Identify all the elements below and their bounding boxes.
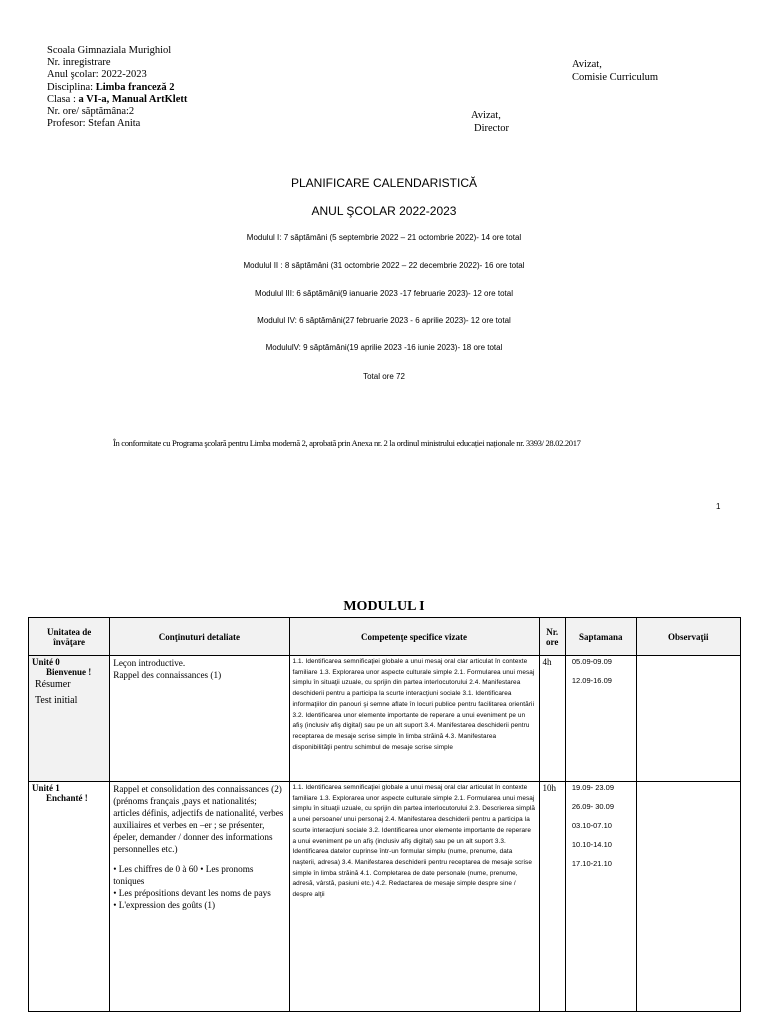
module-5-summary: ModululV: 9 săptămâni(19 aprilie 2023 -16 iunie 2023)- 18 ore total (265, 343, 503, 352)
school-year: Anul şcolar: 2022-2023 (47, 69, 147, 81)
content-cell: Leçon introductive. Rappel des connaissances (1) (110, 656, 289, 782)
week-range: 10.10-14.10 (571, 840, 612, 849)
unit-title: Unité 1 (32, 783, 60, 793)
module-1-summary: Modulul I: 7 săptămâni (5 septembrie 2022 – 21 octombrie 2022)- 14 ore total (246, 233, 522, 242)
hours-cell: 10h (539, 782, 565, 1012)
header-hours: Nr. ore (539, 618, 565, 656)
table-row (29, 656, 741, 782)
week-range: 17.10-21.10 (571, 859, 612, 868)
teacher: Profesor: Stefan Anita (47, 118, 141, 130)
approval-director: Avizat, Director (471, 110, 509, 134)
weeks-cell (565, 656, 636, 782)
weekly-hours: Nr. ore/ săptămâna:2 (47, 106, 135, 118)
unit-extra: Résumer (35, 679, 71, 690)
class: Clasa : a VI-a, Manual ArtKlett (47, 93, 188, 105)
table-row (29, 782, 741, 1012)
observations-cell (636, 656, 740, 782)
unit-extra: Test initial (35, 695, 78, 706)
unit-subtitle: Bienvenue ! (46, 667, 92, 677)
week-range: 26.09- 30.09 (571, 802, 614, 811)
module-2-summary: Modulul II : 8 săptămâni (31 octombrie 2022 – 22 decembrie 2022)- 16 ore total (243, 261, 525, 270)
header-unit: Unitatea de învăţare (29, 618, 110, 656)
discipline: Disciplina: Limba franceză 2 (47, 81, 175, 93)
school-name: Scoala Gimnaziala Murighiol (47, 45, 172, 56)
header-content: Conţinuturi detaliate (110, 618, 289, 656)
approval-curriculum: Avizat, Comisie Curriculum (572, 59, 659, 83)
content-cell: Rappel et consolidation des connaissances (2) (prénoms français ,pays et nationalités; articles définis, adjectifs de nationalité, verbes auxiliaires et verbes en –er ; se présenter, épeler, demander / donner des informations personnelles etc.) • Les chiffres de 0 à 60 • Les pronoms toniques • Les prépositions devant les noms de pays • L'expression des goûts (1) (110, 782, 289, 1012)
unit-cell (29, 656, 110, 782)
competences-cell: 1.1. Identificarea semnificaţiei globale a unui mesaj oral clar articulat în contexte familiare 1.3. Explorarea unor aspecte culturale simple 2.1. Formularea unui mesaj simplu în situaţii uzuale, cu sprijin din partea interlocutorului 2.4. Manifestarea deschiderii pentru a participa la scurte interacţiuni sociale 3.1. Identificarea informaţiilor din panouri şi semne aflate în locuri publice pentru facilitarea orientării 3.2. Identificarea unor elemente importante de reperare a unui eveniment pe un afiş (inclusiv afiş digital) sau pe un alt suport 3.4. Manifestarea deschiderii pentru receptarea de mesaje scrise simple în limba străină 4.3. Manifestarea disponibilităţii pentru schimbul de mesaje scrise simple (289, 656, 539, 782)
registration-number: Nr. inregistrare (47, 57, 111, 69)
module-3-summary: Modulul III: 6 săptămâni(9 ianuarie 2023 -17 februarie 2023)- 12 ore total (255, 289, 513, 298)
competences-cell: 1.1. Identificarea semnificaţiei globale a unui mesaj oral clar articulat în contexte familiare 1.3. Explorarea unor aspecte culturale simple 2.1. Formularea unui mesaj simplu în situaţii uzuale, cu sprijin din partea interlocutorului 2.3. Descrierea simplă a unei persoane/ unui personaj 2.4. Manifestarea deschiderii pentru a participa la scurte interacţiuni sociale 3.2. Identificarea unor elemente importante de reperare a unui eveniment pe un afiş (inclusiv afiş digital) sau pe un alt suport 3.3. Identificarea datelor cuprinse într-un formular simplu (nume, prenume, data naşterii, adresa) 3.4. Manifestarea deschiderii pentru receptarea de mesaje scrise simple în limba străină 4.1. Completarea de date personale (nume, prenume, adresă, vârstă, pasiuni etc.) 4.2. Redactarea de mesaje simple despre sine / despre alţii (289, 782, 539, 1012)
observations-cell (636, 782, 740, 1012)
document-subtitle: ANUL ŞCOLAR 2022-2023 (311, 204, 457, 218)
conformity-note: În conformitate cu Programa şcolară pentru Limba modernă 2, aprobată prin Anexa nr. 2 la ordinul ministrului educației naționale nr. 3393/ 28.02.2017 (113, 438, 581, 448)
unit-cell (29, 782, 110, 1012)
table-header-row (29, 618, 741, 656)
header-week: Saptamana (565, 618, 636, 656)
header-competences: Competenţe specifice vizate (289, 618, 539, 656)
unit-subtitle: Enchanté ! (46, 793, 88, 803)
document-header (47, 45, 187, 130)
week-range: 19.09- 23.09 (571, 783, 614, 792)
hours-cell: 4h (539, 656, 565, 782)
module-heading: MODULUL I (343, 599, 425, 614)
unit-title: Unité 0 (32, 657, 60, 667)
week-range: 03.10-07.10 (571, 821, 612, 830)
document-title: PLANIFICARE CALENDARISTICĂ (290, 176, 478, 190)
module-4-summary: Modulul IV: 6 săptămâni(27 februarie 2023 - 6 aprilie 2023)- 12 ore total (257, 316, 511, 325)
total-hours: Total ore 72 (363, 372, 405, 381)
page-number: 1 (716, 502, 721, 511)
week-range: 05.09-09.09 (571, 657, 612, 666)
header-observations: Observaţii (636, 618, 740, 656)
planning-table (28, 617, 741, 1012)
weeks-cell (565, 782, 636, 1012)
week-range: 12.09-16.09 (571, 676, 612, 685)
